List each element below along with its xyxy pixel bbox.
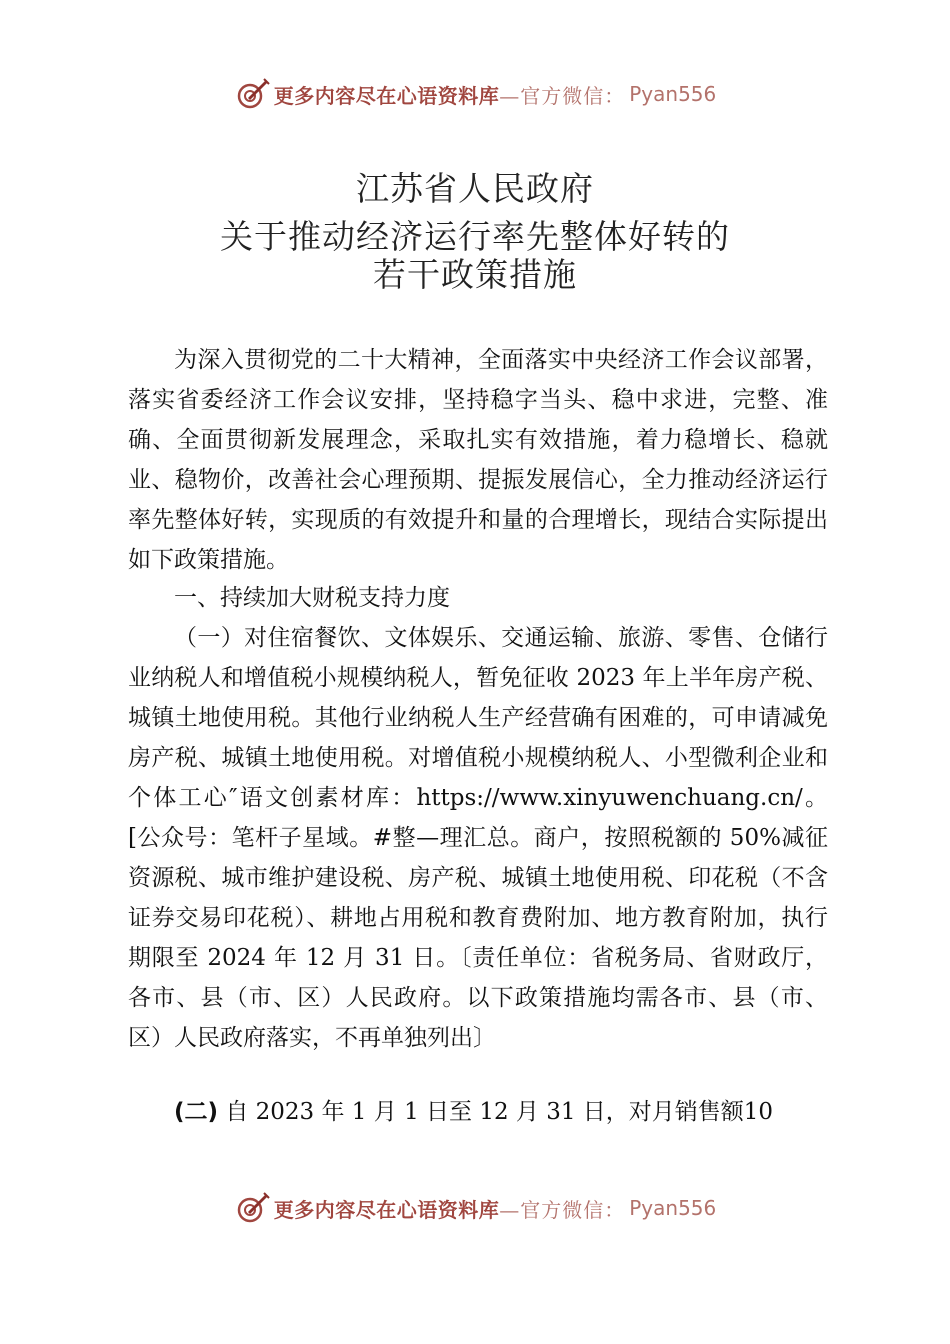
item-2-marker: (二) (174, 1099, 219, 1125)
intro-paragraph: 为深入贯彻党的二十大精神，全面落实中央经济工作会议部署，落实省委经济工作会议安排，坚持稳字当头、稳中求进，完整、准确、全面贯彻新发展理念，采取扎实有效措施，着力稳增长、稳就业、稳物价，改善社会心理预期、提振发展信心，全力推动经济运行率先整体好转，实现质的有效提升和量的合理增长，现结合实际提出如下政策措施。 (128, 347, 828, 573)
quill-logo-icon (234, 1190, 270, 1226)
quill-logo-icon (234, 76, 270, 112)
banner-wechat-id: Pyan556 (629, 1196, 717, 1220)
title-line-2: 关于推动经济运行率先整体好转的 (220, 217, 730, 256)
title-line-3: 若干政策措施 (373, 255, 577, 294)
footer-watermark-banner (0, 1186, 950, 1230)
banner-site-name: 更多内容尽在心语资料库 (273, 83, 500, 108)
section-heading: 一、持续加大财税支持力度 (174, 585, 450, 611)
banner-wechat-label: —官方微信： (499, 1197, 626, 1222)
banner-wechat-id: Pyan556 (629, 82, 717, 106)
banner-wechat-label: —官方微信： (499, 83, 626, 108)
policy-item-2 (128, 1092, 828, 1132)
title-line-1: 江苏省人民政府 (356, 169, 594, 208)
header-watermark-banner (0, 72, 950, 116)
policy-item-1: （一）对住宿餐饮、文体娱乐、交通运输、旅游、零售、仓储行业纳税人和增值税小规模纳税人，暂免征收 2023 年上半年房产税、城镇土地使用税。其他行业纳税人生产经营确有困难的，可申请减免房产税、城镇土地使用税。对增值税小规模纳税人、小型微利企业和个体工心″语文创素材库：https://www.xinyuwenchuang.cn/。[公众号：笔杆子星域。#整—理汇总。商户，按照税额的 50%减征资源税、城市维护建设税、房产税、城镇土地使用税、印花税（不含证券交易印花税）、耕地占用税和教育费附加、地方教育附加，执行期限至 2024 年 12 月 31 日。〔责任单位：省税务局、省财政厅，各市、县（市、区）人民政府。以下政策措施均需各市、县（市、区）人民政府落实，不再单独列出〕 (128, 625, 828, 1051)
banner-site-name: 更多内容尽在心语资料库 (273, 1197, 500, 1222)
item-2-text: 自 2023 年 1 月 1 日至 12 月 31 日，对月销售额10 (218, 1099, 774, 1125)
